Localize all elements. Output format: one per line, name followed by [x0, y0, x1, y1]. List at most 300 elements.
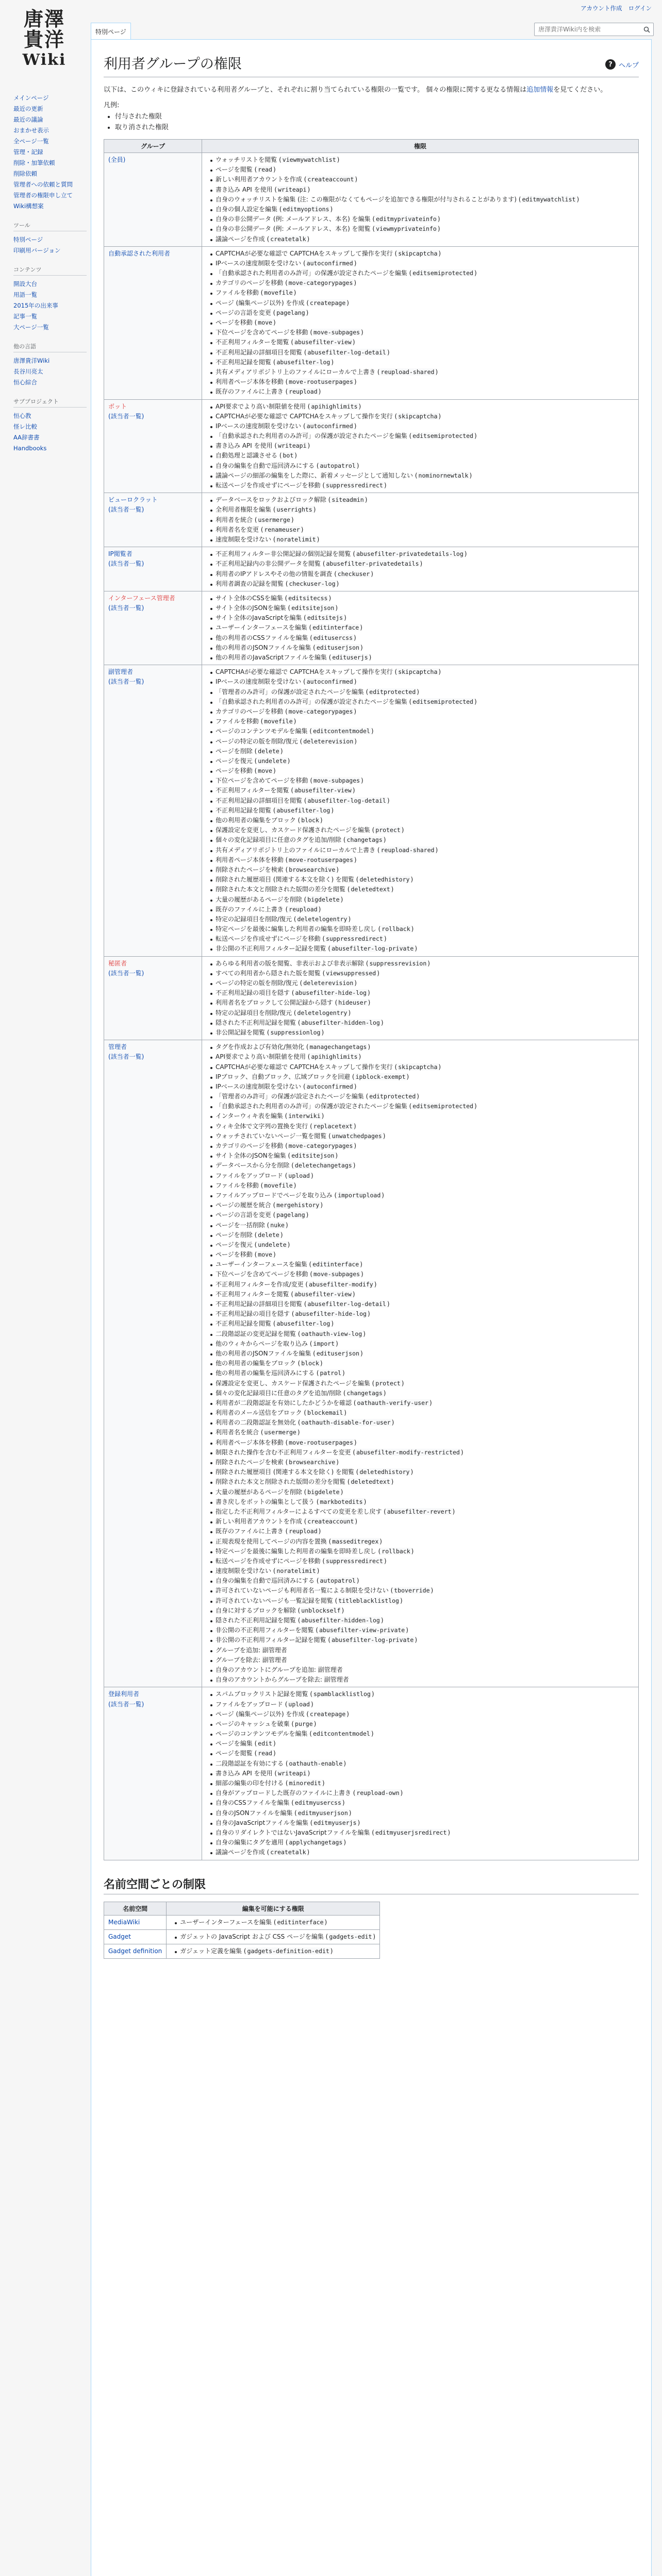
right-item: 不正利用記録の詳細項目を閲覧 ( abusefilter-log-detail ) — [209, 796, 634, 806]
group-name-link[interactable]: 登録利用者 — [108, 1690, 140, 1698]
right-item: 下位ページを含めてページを移動 ( move-subpages ) — [209, 776, 634, 786]
right-item: ページのコンテンツモデルを編集 ( editcontentmodel ) — [209, 1729, 634, 1739]
namespace-cell — [104, 1915, 167, 1929]
right-item: ユーザーインターフェースを編集 ( editinterface ) — [209, 1260, 634, 1269]
sidebar-item — [13, 136, 91, 147]
right-item: 転送ページを作成せずにページを移動 ( suppressredirect ) — [209, 934, 634, 944]
group-cell — [104, 153, 202, 247]
right-item: ファイルを移動 ( movefile ) — [209, 717, 634, 726]
right-item: 特定の記録項目を削除/復元 ( deletelogentry ) — [209, 1008, 634, 1018]
right-item: 転送ページを作成せずにページを移動 ( suppressredirect ) — [209, 1556, 634, 1566]
right-item: 自身のリダイレクトではないJavaScriptファイルを編集 ( editmyuserjsredirect ) — [209, 1828, 634, 1838]
right-item: ページを削除 ( delete ) — [209, 1230, 634, 1240]
sidebar-item — [13, 201, 91, 212]
right-item: スパムブロックリスト記録を閲覧 ( spamblacklistlog ) — [209, 1689, 634, 1699]
right-item: 削除された本文と削除された版間の差分を閲覧 ( deletedtext ) — [209, 1477, 634, 1487]
sidebar-item — [13, 411, 91, 421]
right-item: 削除された履歴項目 (関連する本文を除く) を閲覧 ( deletedhistory ) — [209, 875, 634, 885]
right-item: 細部の編集の印を付ける ( minoredit ) — [209, 1778, 634, 1788]
namespace-row — [104, 1929, 380, 1944]
group-cell — [104, 493, 202, 547]
right-item: ウォッチされていないページ一覧を閲覧 ( unwatchedpages ) — [209, 1131, 634, 1141]
sidebar-link[interactable]: Handbooks — [13, 445, 47, 452]
right-item: ファイルをアップロード ( upload ) — [209, 1171, 634, 1181]
group-row — [104, 1687, 639, 1860]
right-item: 速度制限を受けない ( noratelimit ) — [209, 535, 634, 545]
logo-line-2: 貴洋 — [23, 28, 65, 51]
right-item: ページを復元 ( undelete ) — [209, 1240, 634, 1250]
right-item: カテゴリのページを移動 ( move-categorypages ) — [209, 1141, 634, 1151]
right-item: 削除されたページを検索 ( browsearchive ) — [209, 1458, 634, 1467]
sidebar-link[interactable]: 記事一覧 — [13, 313, 37, 320]
sidebar-list — [13, 355, 91, 388]
sidebar-link[interactable]: 恒心綜合 — [13, 379, 37, 386]
right-item: 自身のJavaScriptファイルを編集 ( editmyuserjs ) — [209, 1818, 634, 1828]
right-item: 非公開の不正利用フィルター記録を閲覧 ( abusefilter-log-private ) — [209, 1635, 634, 1645]
legend-granted: • 付与された権限 — [115, 111, 639, 122]
right-item: 不正利用フィルターを閲覧 ( abusefilter-view ) — [209, 337, 634, 347]
rights-list — [206, 402, 634, 491]
right-item: タグを作成および有効化/無効化 ( managechangetags ) — [209, 1042, 634, 1052]
sidebar-item — [13, 104, 91, 114]
sidebar-item — [13, 355, 91, 366]
intro-text — [104, 84, 639, 95]
right-item: カテゴリのページを移動 ( move-categorypages ) — [209, 278, 634, 288]
right-item: 利用者ページ本体を移動 ( move-rootuserpages ) — [209, 377, 634, 387]
right-item: 利用者が二段階認証を有効にしたかどうかを確認 ( oathauth-verify-user ) — [209, 1398, 634, 1408]
sidebar-link[interactable]: Wiki構想案 — [13, 202, 44, 210]
right-item: 利用者の二段階認証を無効化 ( oathauth-disable-for-user ) — [209, 1418, 634, 1428]
namespace-right-cell — [167, 1944, 380, 1958]
right-item: 他の利用者のJSONファイルを編集 ( edituserjson ) — [209, 1349, 634, 1359]
right-item: 制限された操作を含む不正利用フィルターを変更 ( abusefilter-modify-restricted ) — [209, 1448, 634, 1458]
right-item: 個々の変化記録項目に任意のタグを追加/削除 ( changetags ) — [209, 1388, 634, 1398]
sidebar-link[interactable]: 恒心教 — [13, 412, 31, 419]
logo-line-1: 唐澤 — [23, 7, 65, 30]
right-item: 書き込み API を使用 ( writeapi ) — [209, 1769, 634, 1778]
right-item: 「管理者のみ許可」の保護が設定されたページを編集 ( editprotected ) — [209, 1092, 634, 1101]
right-item: 既存のファイルに上書き ( reupload ) — [209, 387, 634, 397]
group-name-link[interactable]: 秘匿者 — [108, 959, 127, 967]
right-item: 保護設定を変更し、カスケード保護されたページを編集 ( protect ) — [209, 825, 634, 835]
create-account-link[interactable]: アカウント作成 — [581, 5, 622, 12]
right-item: 自身の編集にタグを適用 ( applychangetags ) — [209, 1838, 634, 1848]
group-members-link[interactable]: (該当者一覧) — [108, 1700, 144, 1708]
sidebar-item — [13, 114, 91, 125]
group-members-link[interactable]: (該当者一覧) — [108, 560, 144, 568]
right-item: 非公開の不正利用フィルターを閲覧 ( abusefilter-view-private ) — [209, 1625, 634, 1635]
namespace-link[interactable]: Gadget — [108, 1933, 131, 1940]
sidebar-item — [13, 93, 91, 104]
right-item: サイト全体のJavaScriptを編集 ( editsitejs ) — [209, 613, 634, 623]
right-item: 書き込み API を使用 ( writeapi ) — [209, 185, 634, 195]
group-members-link[interactable]: (該当者一覧) — [108, 1053, 144, 1061]
right-item: ページの言語を変更 ( pagelang ) — [209, 1210, 634, 1220]
right-item: 利用者ページ本体を移動 ( move-rootuserpages ) — [209, 1438, 634, 1448]
group-name-link[interactable]: ビューロクラット — [108, 496, 158, 504]
group-cell — [104, 956, 202, 1040]
rights-cell — [202, 1040, 639, 1687]
right-item: CAPTCHAが必要な確認で CAPTCHAをスキップして操作を実行 ( skipcaptcha ) — [209, 1062, 634, 1072]
right-item: ページのキャッシュを破棄 ( purge ) — [209, 1719, 634, 1729]
rights-list — [206, 155, 634, 244]
right-item: 不正利用記録の詳細項目を閲覧 ( abusefilter-log-detail ) — [209, 348, 634, 358]
right-item: 二段階認証の変更記録を閲覧 ( oathauth-view-log ) — [209, 1329, 634, 1339]
sidebar-link[interactable]: 長谷川亮太 — [13, 368, 43, 375]
right-item: 下位ページを含めてページを移動 ( move-subpages ) — [209, 1269, 634, 1279]
sidebar-item — [13, 366, 91, 377]
sidebar-link[interactable]: 管理・記録 — [13, 148, 43, 156]
right-item: 自身のアカウントにグループを追加: 副管理者 — [209, 1665, 634, 1675]
search-input[interactable] — [534, 23, 654, 36]
right-item: 新しい利用者アカウントを作成 ( createaccount ) — [209, 1517, 634, 1527]
right-item: 「自動承認された利用者のみ許可」の保護が設定されたページを編集 ( editsemiprotected ) — [209, 1101, 634, 1111]
namespace-link[interactable]: Gadget definition — [108, 1947, 162, 1955]
namespace-tabs — [91, 23, 131, 39]
main-content — [91, 39, 652, 2576]
right-item: 不正利用記録の項目を隠す ( abusefilter-hide-log ) — [209, 1309, 634, 1319]
right-item: 自身のアカウントからグループを除去: 副管理者 — [209, 1675, 634, 1685]
right-item: データベースをロックおよびロック解除 ( siteadmin ) — [209, 495, 634, 505]
namespace-right-list — [171, 1932, 375, 1942]
search-area — [534, 23, 652, 36]
sidebar-item — [13, 158, 91, 168]
right-item: 個々の変化記録項目に任意のタグを追加/削除 ( changetags ) — [209, 835, 634, 845]
rights-list — [206, 667, 634, 954]
right-item: 特定ページを最後に編集した利用者の編集を即時差し戻し ( rollback ) — [209, 1547, 634, 1556]
help-link[interactable] — [605, 59, 639, 70]
sidebar-link[interactable]: 管理者の権限申し立て — [13, 192, 73, 199]
right-item: 共有メディアリポジトリ上のファイルにローカルで上書き ( reupload-shared ) — [209, 845, 634, 855]
right-item: IPブロック、自動ブロック、広域ブロックを回避 ( ipblock-exempt ) — [209, 1072, 634, 1082]
namespace-right-item: ユーザーインターフェースを編集 ( editinterface ) — [174, 1918, 375, 1927]
right-item: 既存のファイルに上書き ( reupload ) — [209, 905, 634, 914]
sidebar-link[interactable]: 2015年の出来事 — [13, 302, 58, 309]
right-item: ページの特定の版を削除/復元 ( deleterevision ) — [209, 737, 634, 747]
right-item: 不正利用フィルターを作成/変更 ( abusefilter-modify ) — [209, 1280, 634, 1290]
rights-list — [206, 1042, 634, 1685]
legend — [115, 111, 639, 133]
group-members-link[interactable]: (該当者一覧) — [108, 412, 144, 420]
group-members-link[interactable]: (該当者一覧) — [108, 506, 144, 514]
right-item: 他の利用者の編集をブロック ( block ) — [209, 1359, 634, 1368]
rights-cell — [202, 1687, 639, 1860]
sidebar-portal-title: 他の言語 — [13, 342, 87, 352]
right-item: 隠された不正利用記録を閲覧 ( abusefilter-hidden-log ) — [209, 1616, 634, 1625]
right-item: 他の利用者のCSSファイルを編集 ( editusercss ) — [209, 633, 634, 643]
right-item: 削除された履歴項目 (関連する本文を除く) を閲覧 ( deletedhistory ) — [209, 1467, 634, 1477]
sidebar-list — [13, 279, 91, 333]
right-item: 下位ページを含めてページを移動 ( move-subpages ) — [209, 328, 634, 337]
right-item: ファイルを移動 ( movefile ) — [209, 1181, 634, 1191]
right-item: 指定した不正利用フィルターによるすべての変更を差し戻す ( abusefilter-revert ) — [209, 1507, 634, 1517]
right-item: サイト全体のJSONを編集 ( editsitejson ) — [209, 1151, 634, 1161]
right-item: ページを編集 ( edit ) — [209, 1739, 634, 1749]
group-cell — [104, 665, 202, 956]
group-name-link[interactable]: 自動承認された利用者 — [108, 249, 171, 257]
right-item: 他の利用者のJavaScriptファイルを編集 ( edituserjs ) — [209, 653, 634, 663]
right-item: ファイルを移動 ( movefile ) — [209, 288, 634, 298]
right-item: 特定ページを最後に編集した利用者の編集を即時差し戻し ( rollback ) — [209, 924, 634, 934]
rights-list — [206, 249, 634, 397]
col-rights: 権限 — [202, 140, 639, 153]
personal-tools — [581, 4, 652, 12]
sidebar-portal — [13, 221, 91, 256]
right-item: すべての利用者から隠された版を閲覧 ( viewsuppressed ) — [209, 969, 634, 978]
right-item: 利用者調査の記録を閲覧 ( checkuser-log ) — [209, 579, 634, 589]
right-item: 「自動承認された利用者のみ許可」の保護が設定されたページを編集 ( editsemiprotected ) — [209, 697, 634, 707]
rights-cell — [202, 547, 639, 591]
right-item: 不正利用記録の項目を隠す ( abusefilter-hide-log ) — [209, 988, 634, 998]
logo-line-3: Wiki — [22, 51, 67, 69]
right-item: 利用者名を統合 ( usermerge ) — [209, 1428, 634, 1437]
help-label[interactable]: ヘルプ — [618, 61, 639, 70]
sidebar-link[interactable]: メインページ — [13, 94, 49, 101]
sidebar-link[interactable]: 用語一覧 — [13, 291, 37, 298]
namespace-section-title: 名前空間ごとの制限 — [104, 1876, 639, 1894]
right-item: 全利用者権限を編集 ( userrights ) — [209, 505, 634, 515]
right-item: 許可されていないページも利用者名一覧による制限を受けない ( tboverride ) — [209, 1586, 634, 1596]
right-item: 不正利用記録内の非公開データを閲覧 ( abusefilter-privatedetails ) — [209, 559, 634, 569]
group-cell — [104, 1687, 202, 1860]
right-item: ページを閲覧 ( read ) — [209, 165, 634, 175]
right-item: 他の利用者の編集をブロック ( block ) — [209, 816, 634, 825]
namespace-cell — [104, 1929, 167, 1944]
sidebar-link[interactable]: 怪レ比較 — [13, 423, 37, 430]
right-item: 特定の記録項目を削除/復元 ( deletelogentry ) — [209, 914, 634, 924]
right-item: 非公開記録を閲覧 ( suppressionlog ) — [209, 1028, 634, 1038]
right-item: 新しい利用者アカウントを作成 ( createaccount ) — [209, 175, 634, 184]
group-row — [104, 956, 639, 1040]
sidebar-item — [13, 234, 91, 245]
sidebar-link[interactable]: 唐澤貴洋Wiki — [13, 357, 50, 364]
sidebar-link[interactable]: 全ページ一覧 — [13, 138, 49, 145]
sidebar-item — [13, 168, 91, 179]
right-item: API要求でより高い制限値を使用 ( apihighlimits ) — [209, 1052, 634, 1062]
right-item: グループを除去: 副管理者 — [209, 1655, 634, 1665]
namespace-right-cell — [167, 1915, 380, 1929]
sidebar-link[interactable]: 最近の更新 — [13, 105, 43, 112]
right-item: ページを移動 ( move ) — [209, 766, 634, 776]
right-item: 議論ページを作成 ( createtalk ) — [209, 234, 634, 244]
group-name-link[interactable]: IP閲覧者 — [108, 550, 133, 558]
legend-revoked: • 取り消された権限 — [115, 122, 639, 133]
right-item: ページ (編集ページ以外) を作成 ( createpage ) — [209, 298, 634, 308]
intro-body: 以下は、このウィキに登録されている利用者グループと、それぞれに割り当てられている権限の一覧です。 個々の権限に関する更なる情報は — [104, 86, 527, 94]
right-item: 不正利用記録を閲覧 ( abusefilter-log ) — [209, 1319, 634, 1329]
group-rights-table — [104, 139, 639, 1860]
group-row — [104, 665, 639, 956]
right-item: 自身の非公開データ (例: メールアドレス、本名) を編集 ( editmyprivateinfo ) — [209, 214, 634, 224]
right-item: ウォッチリストを閲覧 ( viewmywatchlist ) — [209, 155, 634, 165]
sidebar-item — [13, 443, 91, 454]
sidebar-link[interactable]: 特別ページ — [13, 236, 43, 243]
right-item: 自動処理と認識させる ( bot ) — [209, 451, 634, 461]
sidebar-link[interactable]: 削除依頼 — [13, 170, 37, 177]
rights-list — [206, 549, 634, 589]
right-item: 不正利用記録を閲覧 ( abusefilter-log ) — [209, 806, 634, 816]
right-item: 速度制限を受けない ( noratelimit ) — [209, 1566, 634, 1576]
group-members-link[interactable]: (該当者一覧) — [108, 604, 144, 612]
right-item: 許可されていないページも一覧記録を閲覧 ( titleblacklistlog ) — [209, 1596, 634, 1606]
sidebar-item — [13, 125, 91, 136]
rights-cell — [202, 591, 639, 665]
tab-special-page[interactable]: 特別ページ — [91, 23, 131, 39]
right-item: 「管理者のみ許可」の保護が設定されたページを編集 ( editprotected ) — [209, 687, 634, 697]
sidebar-item — [13, 190, 91, 201]
col-edit-rights: 編集を可能にする権限 — [167, 1902, 380, 1915]
col-namespace: 名前空間 — [104, 1902, 167, 1915]
sidebar-item — [13, 432, 91, 443]
site-logo[interactable] — [19, 7, 70, 69]
right-item: ページを一括削除 ( nuke ) — [209, 1221, 634, 1230]
right-item: 削除されたページを検索 ( browsearchive ) — [209, 865, 634, 875]
sidebar-link[interactable]: おまかせ表示 — [13, 127, 49, 134]
sidebar-item — [13, 179, 91, 190]
sidebar-portal-title: コンテンツ — [13, 265, 87, 276]
rights-cell — [202, 399, 639, 493]
group-members-link[interactable]: (該当者一覧) — [108, 969, 144, 977]
page-title: 利用者グループの権限 — [104, 55, 639, 77]
help-icon: ? — [605, 59, 616, 70]
sidebar-item — [13, 377, 91, 388]
group-name-link[interactable]: 副管理者 — [108, 668, 134, 676]
sidebar-item — [13, 290, 91, 300]
sidebar-link[interactable]: 開設大台 — [13, 280, 37, 287]
right-item: 自身のCSSファイルを編集 ( editmyusercss ) — [209, 1798, 634, 1808]
namespace-row — [104, 1944, 380, 1958]
right-item: 他のウィキからページを取り込み ( import ) — [209, 1339, 634, 1349]
sidebar-link[interactable]: 管理者への依頼と質問 — [13, 181, 73, 188]
rights-cell — [202, 246, 639, 399]
right-item: 非公開の不正利用フィルター記録を閲覧 ( abusefilter-log-private ) — [209, 944, 634, 954]
group-name-link[interactable]: (全員) — [108, 156, 126, 163]
right-item: ファイルをアップロード ( upload ) — [209, 1700, 634, 1709]
namespace-table — [104, 1902, 380, 1959]
group-name-link[interactable]: ボット — [108, 402, 127, 410]
sidebar-item — [13, 421, 91, 432]
sidebar-item — [13, 279, 91, 290]
sidebar-portal — [13, 93, 91, 212]
right-item: 二段階認証を有効にする ( oathauth-enable ) — [209, 1759, 634, 1769]
group-row — [104, 153, 639, 247]
sidebar-link[interactable]: 印刷用バージョン — [13, 247, 61, 254]
right-item: 不正利用記録の詳細項目を閲覧 ( abusefilter-log-detail ) — [209, 1299, 634, 1309]
right-item: 利用者のIPアドレスやその他の情報を調査 ( checkuser ) — [209, 569, 634, 579]
right-item: 大量の履歴があるページを削除 ( bigdelete ) — [209, 1487, 634, 1497]
right-item: 削除された本文と削除された版間の差分を閲覧 ( deletedtext ) — [209, 885, 634, 894]
rights-list — [206, 495, 634, 545]
sidebar-link[interactable]: 最近の議論 — [13, 116, 43, 123]
right-item: API要求でより高い制限値を使用 ( apihighlimits ) — [209, 402, 634, 412]
right-item: 自身の編集を自動で巡回済みにする ( autopatrol ) — [209, 1576, 634, 1586]
sidebar-list — [13, 93, 91, 212]
sidebar-item — [13, 311, 91, 322]
namespace-right-cell — [167, 1929, 380, 1944]
sidebar-portal — [13, 265, 91, 333]
rights-list — [206, 959, 634, 1038]
right-item: IPベースの速度制限を受けない ( autoconfirmed ) — [209, 259, 634, 268]
right-item: 共有メディアリポジトリ上のファイルにローカルで上書き ( reupload-shared ) — [209, 367, 634, 377]
sidebar-item — [13, 300, 91, 311]
right-item: IPベースの速度制限を受けない ( autoconfirmed ) — [209, 421, 634, 431]
right-item: ファイルアップロードでページを取り込み ( importupload ) — [209, 1191, 634, 1200]
group-cell — [104, 591, 202, 665]
group-name-link[interactable]: インターフェース管理者 — [108, 594, 175, 602]
right-item: カテゴリのページを移動 ( move-categorypages ) — [209, 707, 634, 717]
sidebar-list — [13, 234, 91, 256]
namespace-link[interactable]: MediaWiki — [108, 1918, 140, 1926]
intro-link[interactable]: 追加情報 — [526, 86, 554, 94]
group-cell — [104, 246, 202, 399]
right-item: 不正利用フィルターを閲覧 ( abusefilter-view ) — [209, 786, 634, 795]
group-cell — [104, 1040, 202, 1687]
group-name-link[interactable]: 管理者 — [108, 1043, 127, 1051]
right-item: ページを移動 ( move ) — [209, 318, 634, 328]
legend-heading: 凡例: — [104, 101, 120, 109]
right-item: ページを復元 ( undelete ) — [209, 756, 634, 766]
right-item: CAPTCHAが必要な確認で CAPTCHAをスキップして操作を実行 ( skipcaptcha ) — [209, 249, 634, 259]
group-row — [104, 493, 639, 547]
search-icon[interactable] — [641, 24, 652, 35]
right-item: 他の利用者の編集を巡回済みにする ( patrol ) — [209, 1368, 634, 1378]
right-item: 自身に対するブロックを解除 ( unblockself ) — [209, 1606, 634, 1616]
right-item: 隠された不正利用記録を閲覧 ( abusefilter-hidden-log ) — [209, 1018, 634, 1028]
namespace-row — [104, 1915, 380, 1929]
sidebar-list — [13, 411, 91, 454]
right-item: 不正利用フィルターを閲覧 ( abusefilter-view ) — [209, 1290, 634, 1299]
group-row — [104, 591, 639, 665]
right-item: サイト全体のJSONを編集 ( editsitejson ) — [209, 603, 634, 613]
rights-cell — [202, 493, 639, 547]
right-item: 自身の非公開データ (例: メールアドレス、本名) を閲覧 ( viewmyprivateinfo ) — [209, 224, 634, 234]
namespace-cell — [104, 1944, 167, 1958]
sidebar-link[interactable]: 削除・加筆依頼 — [13, 159, 55, 166]
right-item: 自身のJSONファイルを編集 ( editmyuserjson ) — [209, 1808, 634, 1818]
right-item: 他の利用者のJSONファイルを編集 ( edituserjson ) — [209, 643, 634, 653]
group-cell — [104, 547, 202, 591]
right-item: ページ (編集ページ以外) を作成 ( createpage ) — [209, 1709, 634, 1719]
right-item: ページの特定の版を削除/復元 ( deleterevision ) — [209, 978, 634, 988]
right-item: 自身の個人設定を編集 ( editmyoptions ) — [209, 205, 634, 214]
right-item: 不正利用記録を閲覧 ( abusefilter-log ) — [209, 358, 634, 367]
sidebar-portal — [13, 397, 91, 454]
namespace-right-item: ガジェット定義を編集 ( gadgets-definition-edit ) — [174, 1946, 375, 1956]
right-item: 議論ページの細部の編集をした際に、新着メッセージとして通知しない ( nominornewtalk ) — [209, 471, 634, 481]
right-item: IPベースの速度制限を受けない ( autoconfirmed ) — [209, 1082, 634, 1092]
right-item: CAPTCHAが必要な確認で CAPTCHAをスキップして操作を実行 ( skipcaptcha ) — [209, 667, 634, 677]
login-link[interactable]: ログイン — [628, 5, 652, 12]
rights-cell — [202, 956, 639, 1040]
rights-cell — [202, 665, 639, 956]
sidebar-link[interactable]: AA辞書書 — [13, 434, 40, 441]
right-item: ページの履歴を統合 ( mergehistory ) — [209, 1200, 634, 1210]
right-item: 利用者のメール送信をブロック ( blockemail ) — [209, 1408, 634, 1418]
right-item: 大量の履歴があるページを削除 ( bigdelete ) — [209, 895, 634, 905]
right-item: ユーザーインターフェースを編集 ( editinterface ) — [209, 623, 634, 633]
group-members-link[interactable]: (該当者一覧) — [108, 678, 144, 686]
right-item: ウィキ全体で文字列の置換を実行 ( replacetext ) — [209, 1122, 634, 1131]
right-item: サイト全体のCSSを編集 ( editsitecss ) — [209, 594, 634, 603]
right-item: 「自動承認された利用者のみ許可」の保護が設定されたページを編集 ( editsemiprotected ) — [209, 431, 634, 441]
right-item: 自身のウォッチリストを編集 (注: この権限がなくてもページを追加できる権限が付与されることがあります) ( editmywatchlist ) — [209, 195, 634, 205]
right-item: CAPTCHAが必要な確認で CAPTCHAをスキップして操作を実行 ( skipcaptcha ) — [209, 412, 634, 421]
group-cell — [104, 399, 202, 493]
sidebar-link[interactable]: 大ページ一覧 — [13, 324, 49, 331]
right-item: 利用者を統合 ( usermerge ) — [209, 515, 634, 525]
right-item: 正規表現を使用してページの内容を置換 ( masseditregex ) — [209, 1537, 634, 1547]
sidebar-portal-title: サブプロジェクト — [13, 397, 87, 408]
